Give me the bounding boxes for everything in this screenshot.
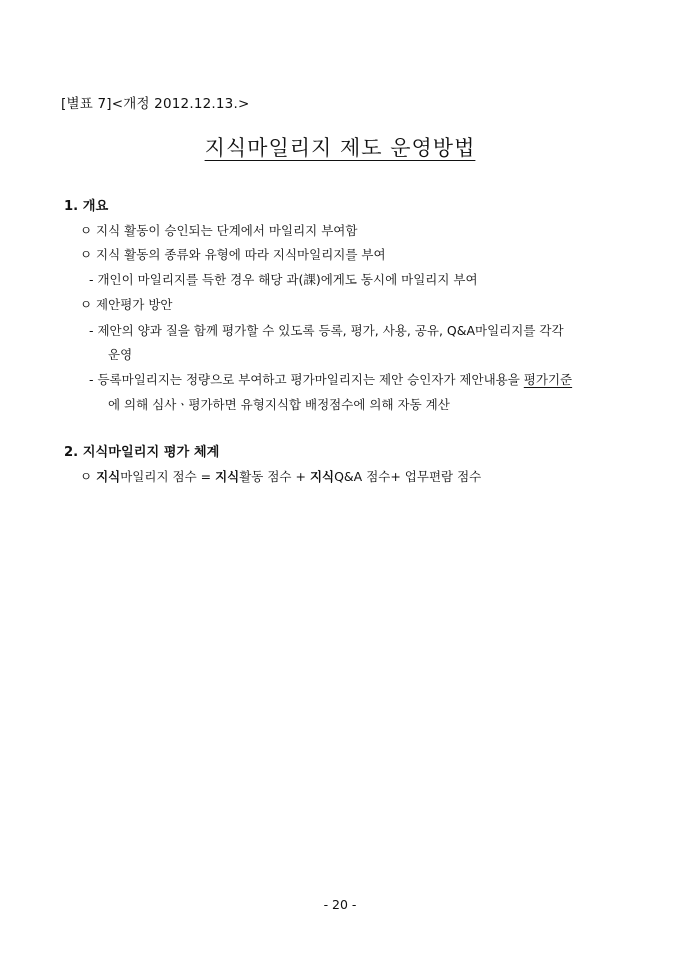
list-item: - 제안의 양과 질을 함께 평가할 수 있도록 등록, 평가, 사용, 공유, Q&A마일리지를 각각: [89, 323, 564, 338]
list-item: - 개인이 마일리지를 득한 경우 해당 과(課)에게도 동시에 마일리지 부여: [89, 272, 478, 287]
formula-text: 마일리지 점수 =: [120, 469, 216, 484]
title-text: 지식마일리지 제도 운영방법: [204, 136, 476, 160]
page-number: - 20 -: [323, 897, 357, 912]
formula-text: Q&A 점수+ 업무편람 점수: [334, 469, 482, 484]
formula-term: 지식: [96, 469, 121, 484]
registration-mileage-text: - 등록마일리지는 정량으로 부여하고 평가마일리지는 제안 승인자가 제안내용을: [89, 372, 520, 387]
list-item: 에 의해 심사ㆍ평가하면 유형지식합 배정점수에 의해 자동 계산: [108, 397, 450, 412]
list-item: 운영: [108, 347, 133, 362]
formula-text: 활동 점수 +: [239, 469, 310, 484]
list-item: [89, 370, 572, 388]
formula-line: [80, 467, 481, 485]
amendment-header: [별표 7]<개정 2012.12.13.>: [61, 96, 250, 112]
evaluation-criteria-link: 평가기준: [523, 372, 573, 387]
list-item: ㅇ 지식 활동이 승인되는 단계에서 마일리지 부여함: [80, 223, 358, 238]
document-title: [0, 132, 680, 162]
formula-term: 지식: [309, 469, 335, 484]
list-item: ㅇ 제안평가 방안: [80, 297, 173, 312]
formula-term: 지식: [215, 469, 240, 484]
list-item: ㅇ 지식 활동의 종류와 유형에 따라 지식마일리지를 부여: [80, 247, 386, 262]
section-2-heading: 2. 지식마일리지 평가 체계: [64, 445, 220, 460]
bullet: ㅇ: [80, 469, 93, 484]
section-1-heading: 1. 개요: [64, 199, 109, 214]
